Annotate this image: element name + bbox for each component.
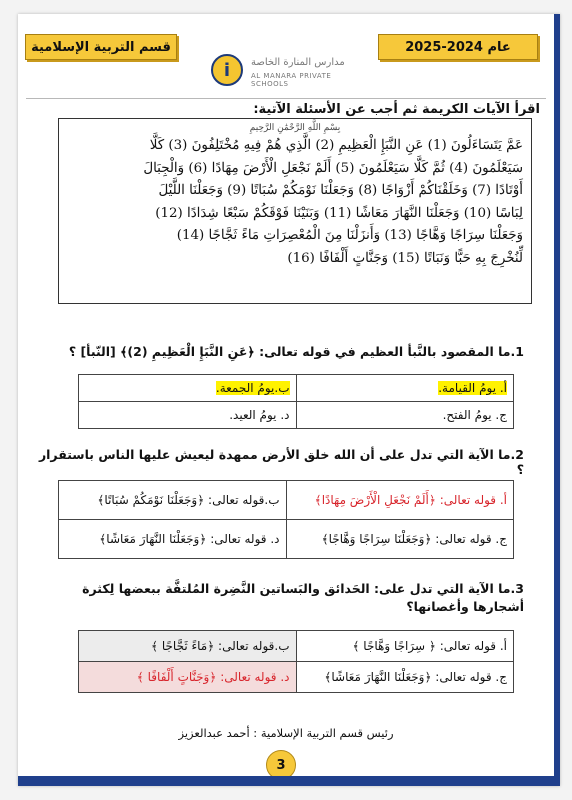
q1-option-b[interactable] — [79, 375, 297, 402]
q2-option-d[interactable] — [59, 520, 287, 559]
instruction-text: اقرأ الآيات الكريمة ثم أجب عن الأسئلة الآتية: — [253, 102, 540, 117]
q1-option-c[interactable] — [296, 402, 514, 429]
q3-option-a-label: أ. قوله تعالى: ﴿ سِرَاجًا وَهَّاجًا ﴾ — [352, 638, 507, 653]
department-header — [25, 34, 177, 60]
verse-line: لِبَاسًا (10) وَجَعَلْنَا النَّهَارَ مَعَاشًا (11) وَبَنَيْنَا فَوْقَكُمْ سَبْعًا شِدَادًا (12) — [155, 205, 523, 221]
question-3-text: 3.ما الآية التي تدل على: الحَدائق والبَساتين النَّضِرة المُلتفَّة ببعضها لِكثرة أشجارها وأغصانها؟ — [82, 581, 524, 614]
question-3-options — [78, 630, 514, 693]
verse-line: لِّنُخْرِجَ بِهِ حَبًّا وَنَبَاتًا (15) وَجَنَّاتٍ أَلْفَافًا (16) — [287, 250, 523, 266]
verse-line: أَوْتَادًا (7) وَخَلَقْنَاكُمْ أَزْوَاجًا (8) وَجَعَلْنَا نَوْمَكُمْ سُبَاتًا (9) وَجَعَلْنَا اللَّيْلَ — [158, 183, 523, 198]
signature-line: رئيس قسم التربية الإسلامية : أحمد عبدالعزيز — [178, 726, 394, 740]
q3-option-c-label: ج. قوله تعالى: ﴿وَجَعَلْنَا النَّهَارَ مَعَاشًا﴾ — [324, 669, 507, 684]
question-2-options — [58, 480, 514, 559]
q3-option-b[interactable] — [79, 631, 297, 662]
school-name-ar: مدارس المنارة الخاصة — [251, 57, 345, 68]
verses-box — [58, 118, 532, 304]
q1-option-a[interactable] — [296, 375, 514, 402]
q2-option-b[interactable] — [59, 481, 287, 520]
q2-option-d-label: د. قوله تعالى: ﴿وَجَعَلْنَا النَّهَارَ مَعَاشًا﴾ — [99, 531, 280, 546]
basmala: بِسْمِ اللَّهِ الرَّحْمَٰنِ الرَّحِيمِ — [249, 123, 341, 133]
q1-option-d-label: د. يومُ العيد. — [229, 408, 290, 422]
verse-line: عَمَّ يَتَسَاءَلُونَ (1) عَنِ النَّبَإِ الْعَظِيمِ (2) الَّذِي هُمْ فِيهِ مُخْتَلِفُونَ (3) كَلَّا — [149, 138, 523, 153]
question-1-options — [78, 374, 514, 429]
q3-option-d-label: د. قوله تعالى: ﴿وَجَنَّاتٍ أَلْفَافًا ﴾ — [136, 669, 290, 684]
year-label: عام 2024-2025 — [405, 39, 511, 55]
q3-option-b-label: ب.قوله تعالى: ﴿مَاءً ثَجَّاجًا ﴾ — [151, 638, 290, 653]
q3-option-d[interactable] — [79, 662, 297, 693]
q2-option-a[interactable] — [286, 481, 514, 520]
q2-option-c-label: ج. قوله تعالى: ﴿وَجَعَلْنَا سِرَاجًا وَهَّاجًا﴾ — [321, 531, 507, 546]
worksheet-page — [18, 14, 560, 786]
department-label: قسم التربية الإسلامية — [31, 39, 171, 55]
q1-option-d[interactable] — [79, 402, 297, 429]
footer-bar — [18, 776, 554, 786]
year-header — [378, 34, 538, 60]
question-2-text: 2.ما الآية التي تدل على أن الله خلق الأرض ممهدة ليعيش عليها الناس باستقرار ؟ — [38, 447, 524, 477]
q1-option-b-label: ب.يومُ الجمعة. — [215, 381, 290, 395]
q3-option-a[interactable] — [296, 631, 514, 662]
verse-line: سَيَعْلَمُونَ (4) ثُمَّ كَلَّا سَيَعْلَمُونَ (5) أَلَمْ نَجْعَلِ الْأَرْضَ مِهَادًا (6) وَالْجِبَالَ — [143, 160, 523, 176]
school-name-en: AL MANARA PRIVATE SCHOOLS — [251, 72, 332, 88]
q2-option-b-label: ب.قوله تعالى: ﴿وَجَعَلْنَا نَوْمَكُمْ سُبَاتًا﴾ — [97, 492, 280, 507]
q3-option-c[interactable] — [296, 662, 514, 693]
header-divider — [26, 98, 546, 99]
verse-line: وَجَعَلْنَا سِرَاجًا وَهَّاجًا (13) وَأَنزَلْنَا مِنَ الْمُعْصِرَاتِ مَاءً ثَجَّاجًا (14) — [176, 228, 523, 243]
school-logo — [211, 54, 351, 90]
page-number: 3 — [276, 757, 286, 773]
q1-option-c-label: ج. يومُ الفتح. — [442, 408, 507, 422]
q2-option-c[interactable] — [286, 520, 514, 559]
school-emblem-icon: i — [211, 54, 243, 86]
q2-option-a-label: أ. قوله تعالى: ﴿أَلَمْ نَجْعَلِ الْأَرْضَ مِهَادًا﴾ — [314, 492, 507, 507]
q1-option-a-label: أ. يومُ القيامة. — [438, 381, 507, 395]
question-1-text: 1.ما المقصود بالنَّبأ العظيم في قوله تعالى: ﴿عَنِ النَّبَإِ الْعَظِيمِ (2)﴾ [النّبأ] ؟ — [68, 344, 524, 359]
